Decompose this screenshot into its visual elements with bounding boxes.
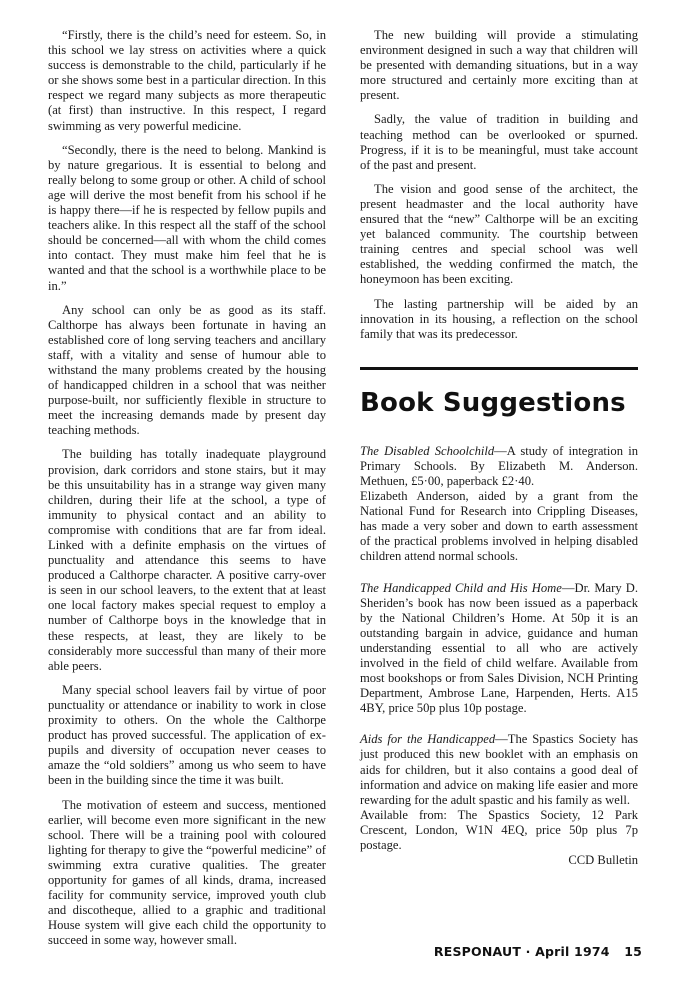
paragraph: The motivation of esteem and success, mentioned earlier, will become even more significant in the new school. There will be a training pool with coloured lighting for therapy to give the “powerful medicine” of swimming extra curative qualities. The greater opportunity for games of all kinds, drama, increased facility for community service, improved youth club and discotheque, allied to a graphic and traditional House system will give each child the opportunity to succeed in some way, however small. bbox=[48, 797, 326, 948]
right-column bbox=[360, 28, 638, 928]
book-head: —A study of integration in Primary Schools. By Elizabeth M. Anderson. Methuen, £5·00, paperback £2·40. bbox=[360, 443, 638, 488]
book-title-and-head bbox=[360, 732, 638, 807]
paragraph: Sadly, the value of tradition in building and teaching method can be overlooked or spurned. Progress, if it is to be meaningful, must take account of the past and present. bbox=[360, 112, 638, 172]
paragraph: Any school can only be as good as its staff. Calthorpe has always been fortunate in having an established core of long serving teachers and ancillary staff, with a vitality and sense of humour able to withstand the many problems created by the housing of handicapped children in a school that was neither purpose-built, nor sufficiently flexible in structure to meet the increasing demands made by present day teaching methods. bbox=[48, 302, 326, 438]
publication-name: RESPONAUT · April 1974 bbox=[433, 944, 610, 959]
paragraph: “Secondly, there is the need to belong. Mankind is by nature gregarious. It is essential to belong and really belong to some group or other. A child of school age will derive the most benefit from his school if he is happy there—if he is respected by fellow pupils and teachers alike. In this respect all the staff of the school should be concerned—all with whom the child comes into contact. They must make him feel that he is wanted and that the school is a worthwhile place to be in.” bbox=[48, 142, 326, 293]
paragraph: The building has totally inadequate playground provision, dark corridors and stone stairs, but it may be this unsuitability has in a strange way given many children, during their life at the school, a type of immunity to physical contact and an ability to compromise with conditions that are far from ideal. Linked with a definite emphasis on the virtues of punctuality and attendance this seems to have produced a Calthorpe character. A positive carry-over is seen in our school leavers, to the extent that at least one local factory makes special request to employ a number of Calthorpe boys in the knowledge that in these respects, at least, they are likely to be considerably more successful than many of their more able peers. bbox=[48, 447, 326, 673]
book-entry bbox=[360, 732, 638, 868]
page-number: 15 bbox=[624, 944, 642, 959]
book-title: Aids for the Handicapped bbox=[360, 732, 496, 747]
book-body: Available from: The Spastics Society, 12 Park Crescent, London, W1N 4EQ, price 50p plus 7p postage. bbox=[360, 807, 638, 853]
left-column bbox=[48, 28, 326, 948]
book-head: —Dr. Mary D. Sheriden’s book has now been issued as a paperback by the National Children’s Home. At 50p it is an outstanding bargain in advice, guidance and human understanding essential to all who are actively involved in the field of child welfare. Available from most bookshops or from Sales Division, NCH Printing Department, Ambrose Lane, Harpenden, Herts. A15 4BY, price 50p plus 10p postage. bbox=[360, 580, 639, 716]
book-entry bbox=[360, 444, 638, 565]
page-footer bbox=[434, 944, 642, 959]
byline: CCD Bulletin bbox=[568, 853, 638, 868]
book-title-and-head bbox=[360, 581, 638, 717]
book-title: The Disabled Schoolchild bbox=[360, 443, 495, 458]
section-heading: Book Suggestions bbox=[360, 387, 626, 418]
paragraph: The vision and good sense of the architect, the present headmaster and the local authority have ensured that the “new” Calthorpe will be an exciting yet balanced community. The courtship between training centres and special school was well established, the wedding confirmed the match, the honeymoon has been exciting. bbox=[360, 181, 638, 287]
book-title: The Handicapped Child and His Home bbox=[360, 580, 562, 595]
book-entry bbox=[360, 581, 638, 717]
paragraph: “Firstly, there is the child’s need for esteem. So, in this school we lay stress on activities where a quick success is demonstrable to the child, particularly if he or she shows some best in a particular direction. In this respect we regard many subjects as more therapeutic (at first) than instructive. In this respect, I regard swimming as very powerful medicine. bbox=[48, 28, 326, 133]
paragraph: Many special school leavers fail by virtue of poor punctuality or attendance or inability to work in close proximity to others. On the whole the Calthorpe product has proved successful. The application of ex-pupils and diversity of occupation never ceases to amaze the “old soldiers” among us who seem to have been in the building since the time it was built. bbox=[48, 682, 326, 788]
book-title-and-head bbox=[360, 444, 638, 489]
section-divider bbox=[360, 367, 638, 370]
two-column-layout bbox=[48, 28, 642, 948]
book-head: —The Spastics Society has just produced this new booklet with an emphasis on aids for children, but it also contains a good deal of information and advice on making life easier and more rewarding for the adult spastic and his family as well. bbox=[360, 732, 638, 807]
paragraph: The lasting partnership will be aided by an innovation in its housing, a reflection on the school family that was its predecessor. bbox=[360, 296, 638, 341]
book-body: Elizabeth Anderson, aided by a grant from the National Fund for Research into Crippling Diseases, has made a very sober and down to earth assessment of the practical problems involved in helping disabled children attend normal schools. bbox=[360, 489, 638, 564]
paragraph: The new building will provide a stimulating environment designed in such a way that children will be presented with demanding situations, but in a way more structured and certainly more exciting than at present. bbox=[360, 28, 638, 103]
